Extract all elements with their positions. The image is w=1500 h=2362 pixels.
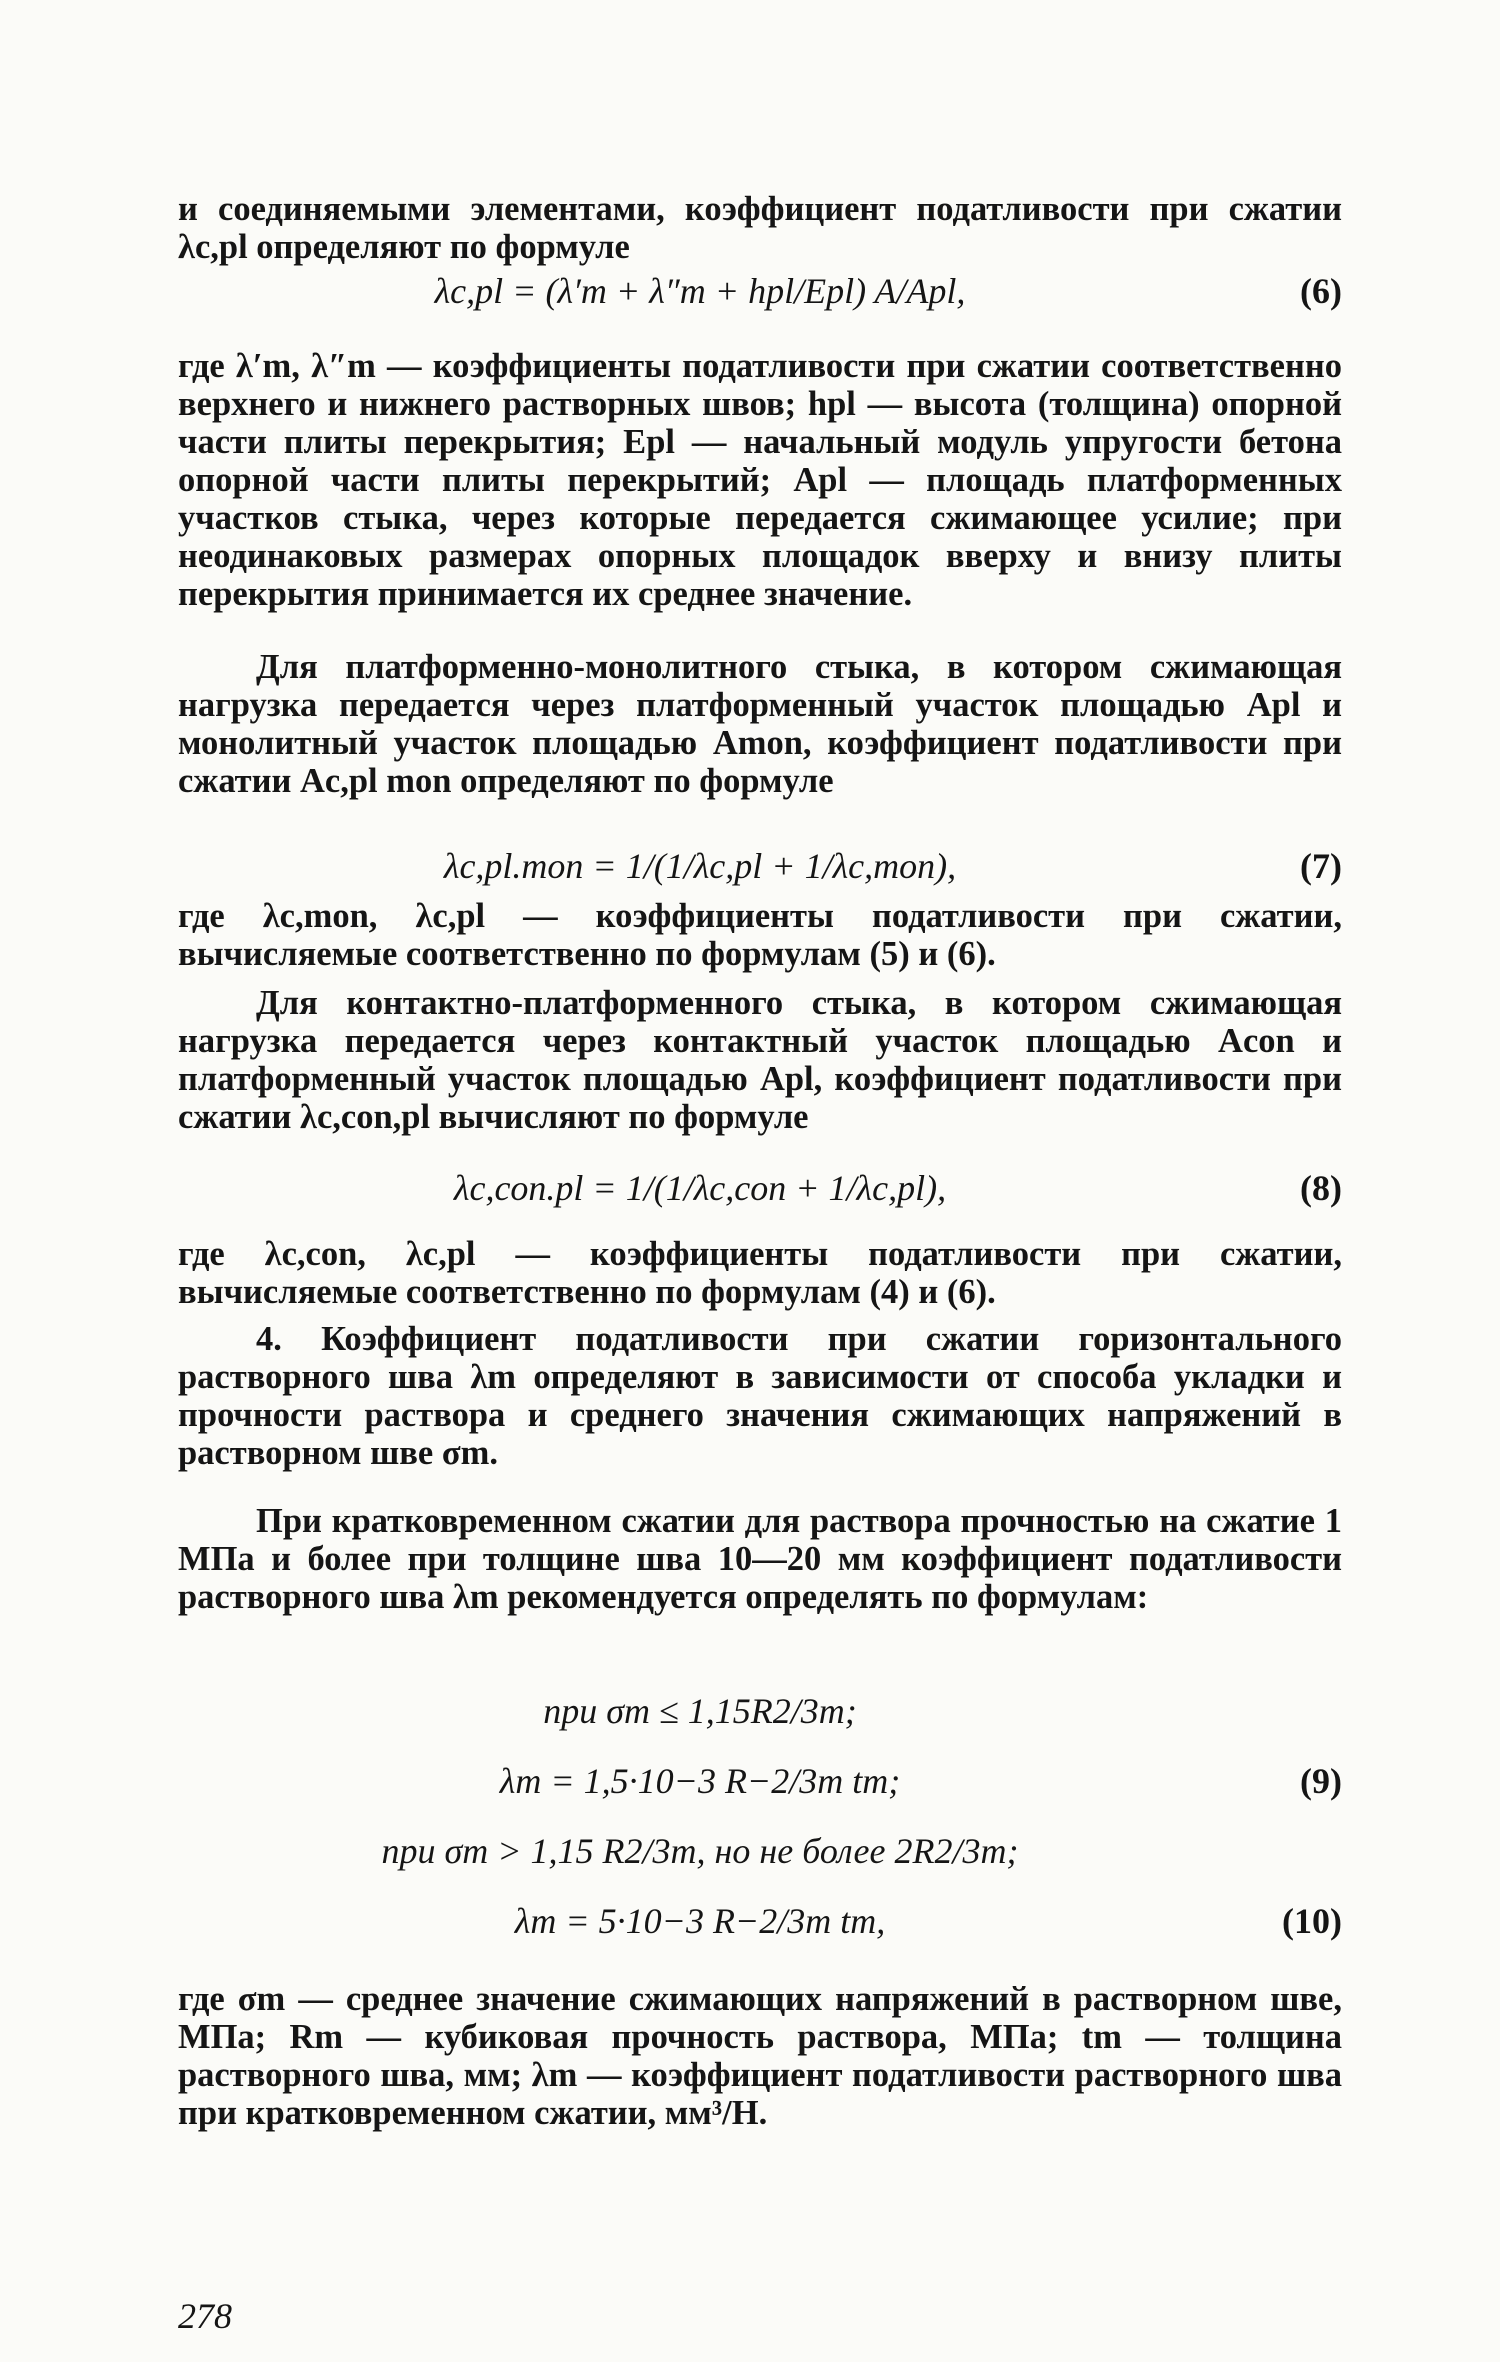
formula-9-expression: λm = 1,5·10−3 R−2/3m tm; — [499, 1761, 901, 1801]
text-block-9 — [178, 1980, 1342, 2132]
paragraph-where-9-10: где σm — среднее значение сжимающих напряжений в растворном шве, МПа; Rm — кубиковая прочность раствора, МПа; tm — толщина растворного шва, мм; λm — коэффициент податливости растворного шва при кратковременном сжатии, мм³/Н. — [178, 1980, 1342, 2132]
text-block-1 — [178, 190, 1342, 266]
text-block-6 — [178, 1235, 1342, 1311]
condition-9 — [178, 1690, 1342, 1736]
paragraph-where-8: где λc,con, λc,pl — коэффициенты податливости при сжатии, вычисляемые соответственно по формулам (4) и (6). — [178, 1235, 1342, 1311]
formula-6 — [178, 270, 1342, 316]
formula-6-number: (6) — [1300, 271, 1342, 311]
formula-8-number: (8) — [1300, 1168, 1342, 1208]
formula-7-number: (7) — [1300, 846, 1342, 886]
paragraph-platform-monolithic: Для платформенно-монолитного стыка, в котором сжимающая нагрузка передается через платформенный участок площадью Apl и монолитный участок площадью Amon, коэффициент податливости при сжатии Ac,pl mon определяют по формуле — [178, 648, 1342, 800]
paragraph-where-7: где λc,mon, λc,pl — коэффициенты податливости при сжатии, вычисляемые соответственно по формулам (5) и (6). — [178, 897, 1342, 973]
condition-10 — [178, 1830, 1342, 1876]
condition-10-text: при σm > 1,15 R2/3m, но не более 2R2/3m; — [381, 1831, 1019, 1871]
paragraph-where-6: где λ′m, λ″m — коэффициенты податливости при сжатии соответственно верхнего и нижнего растворных швов; hpl — высота (толщина) опорной части плиты перекрытия; Epl — начальный модуль упругости бетона опорной части плиты перекрытий; Apl — площадь платформенных участков стыка, через которые передается сжимающее усилие; при неодинаковых размерах опорных площадок вверху и внизу плиты перекрытия принимается их среднее значение. — [178, 347, 1342, 613]
paragraph-short-term: При кратковременном сжатии для раствора прочностью на сжатие 1 МПа и более при толщине шва 10—20 мм коэффициент податливости растворного шва λm рекомендуется определять по формулам: — [178, 1502, 1342, 1616]
formula-7-expression: λc,pl.mon = 1/(1/λc,pl + 1/λc,mon), — [443, 846, 957, 886]
paragraph-intro: и соединяемыми элементами, коэффициент податливости при сжатии λc,pl определяют по формуле — [178, 190, 1342, 266]
formula-8 — [178, 1167, 1342, 1213]
formula-10-expression: λm = 5·10−3 R−2/3m tm, — [514, 1901, 886, 1941]
formula-6-expression: λc,pl = (λ′m + λ″m + hpl/Epl) A/Apl, — [434, 271, 966, 311]
formula-9 — [178, 1760, 1342, 1806]
formula-10-number: (10) — [1282, 1901, 1342, 1941]
formula-10 — [178, 1900, 1342, 1946]
paragraph-item-4: 4. Коэффициент податливости при сжатии горизонтального растворного шва λm определяют в зависимости от способа укладки и прочности раствора и среднего значения сжимающих напряжений в растворном шве σm. — [178, 1320, 1342, 1472]
formula-7 — [178, 845, 1342, 891]
condition-9-text: при σm ≤ 1,15R2/3m; — [543, 1691, 857, 1731]
text-block-2 — [178, 347, 1342, 613]
formula-8-expression: λc,con.pl = 1/(1/λc,con + 1/λc,pl), — [453, 1168, 947, 1208]
text-block-3 — [178, 648, 1342, 800]
text-block-8 — [178, 1502, 1342, 1616]
text-block-7 — [178, 1320, 1342, 1472]
formula-9-number: (9) — [1300, 1761, 1342, 1801]
page-number: 278 — [178, 2296, 232, 2336]
paragraph-contact-platform: Для контактно-платформенного стыка, в котором сжимающая нагрузка передается через контактный участок площадью Acon и платформенный участок площадью Apl, коэффициент податливости при сжатии λc,con,pl вычисляют по формуле — [178, 984, 1342, 1136]
text-block-5 — [178, 984, 1342, 1136]
text-block-4 — [178, 897, 1342, 973]
